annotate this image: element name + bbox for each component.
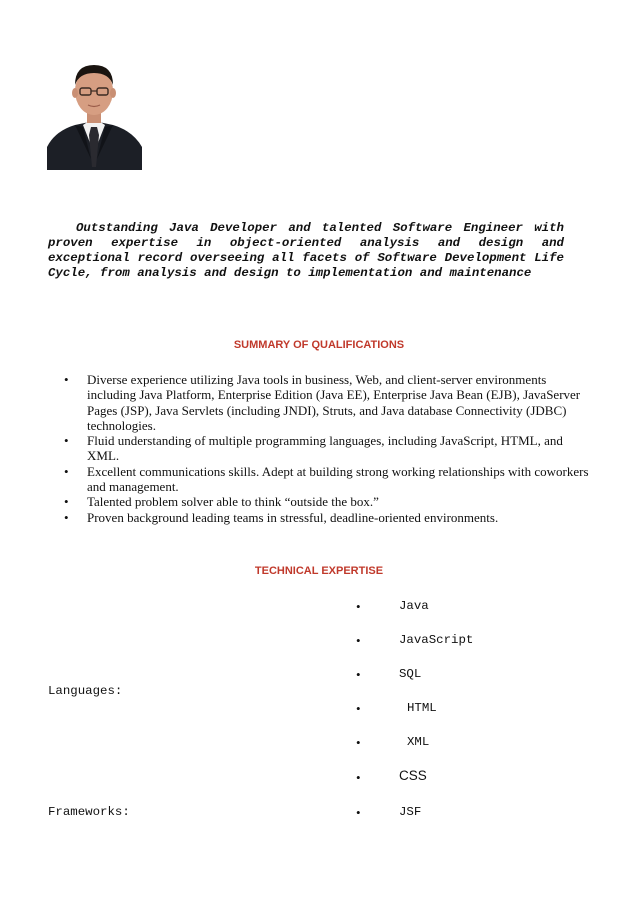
bullet-icon: • [64,494,69,510]
bullet-icon: • [356,735,361,750]
bullet-icon: • [356,633,361,648]
bullet-icon: • [356,805,361,820]
bullet-icon: • [64,463,69,479]
technical-heading: TECHNICAL EXPERTISE [254,565,384,577]
profile-photo [47,55,142,170]
qualifications-list [60,372,590,525]
list-item: • Proven background leading teams in stressful, deadline-oriented environments. [64,509,499,525]
bullet-icon: • [356,701,361,716]
list-item: • Talented problem solver able to think “outside the box.” [64,494,379,510]
intro-statement: Outstanding Java Developer and talented Software Engineer with proven expertise in object-oriented analysis and design and exceptional record overseeing all facets of Software Development Life Cycle, from analysis and design to implementation and maintenance [48,221,564,281]
list-item: • Fluid understanding of multiple programming languages, including JavaScript, HTML, and XML. [64,433,563,464]
qualifications-heading: SUMMARY OF QUALIFICATIONS [233,339,405,351]
bullet-icon: • [64,509,69,525]
bullet-icon: • [64,433,69,449]
bullet-icon: • [356,770,361,785]
bullet-icon: • [356,599,361,614]
bullet-icon: • [356,667,361,682]
frameworks-label: Frameworks: [48,805,130,819]
languages-label: Languages: [48,684,123,698]
list-item: • Excellent communications skills. Adept at building strong working relationships with coworkers and management. [64,463,589,495]
bullet-icon: • [64,372,69,387]
list-item: • Diverse experience utilizing Java tools in business, Web, and client-server environments including Java Platform, Enterprise Edition (Java EE), Enterprise Java Bean (EJB), JavaServer Pages (JSP), Java Servlets (including JNDI), Struts, and Java database Connectivity (JDBC) technologies. [64,372,581,433]
